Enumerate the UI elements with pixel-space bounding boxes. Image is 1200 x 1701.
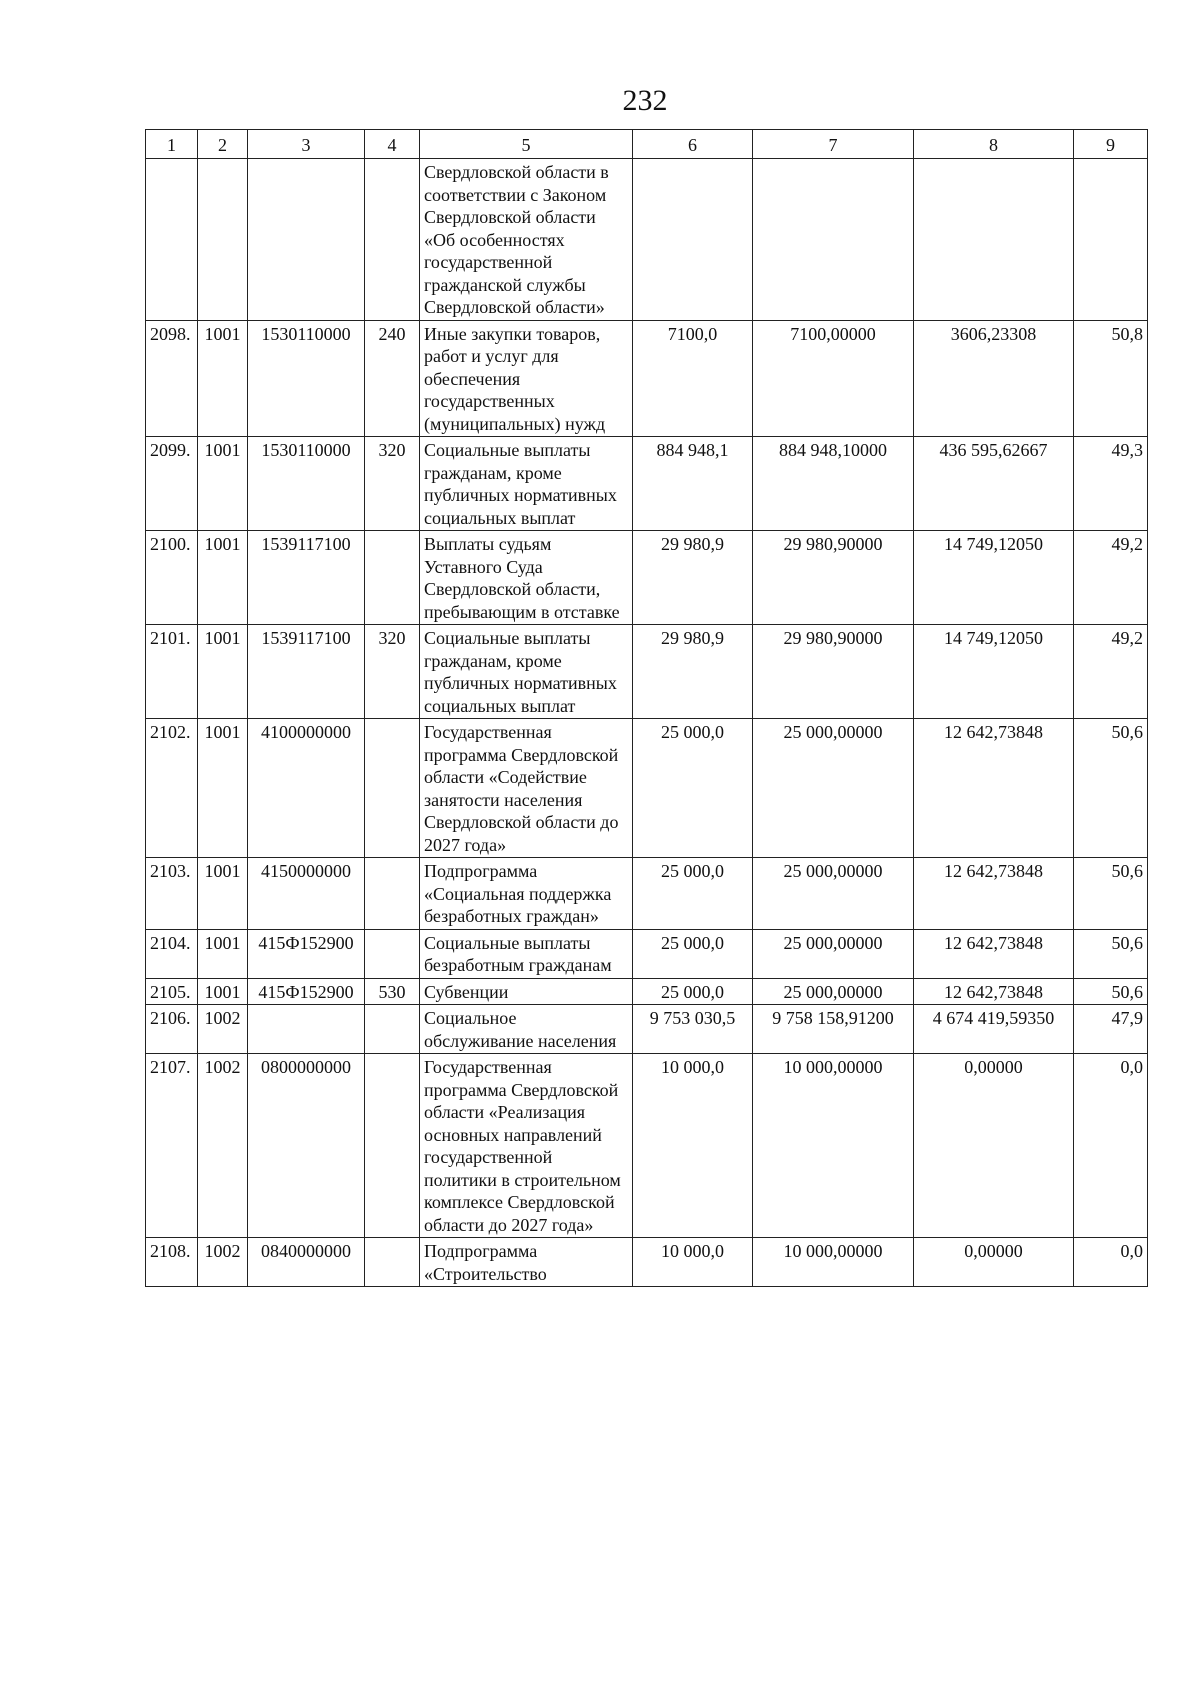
target-code: 415Ф152900	[248, 929, 365, 978]
execution-percent: 0,0	[1074, 1238, 1148, 1287]
executed-amount: 3606,23308	[914, 320, 1074, 437]
execution-percent: 0,0	[1074, 1054, 1148, 1238]
executed-amount: 12 642,73848	[914, 858, 1074, 930]
budget-table	[145, 129, 1148, 1287]
section-code: 1001	[198, 929, 248, 978]
executed-amount: 12 642,73848	[914, 719, 1074, 858]
column-header: 7	[753, 130, 914, 159]
item-name: Иные закупки товаров, работ и услуг для обеспечения государственных (муниципальных) нужд	[420, 320, 633, 437]
column-header: 9	[1074, 130, 1148, 159]
revised-amount: 9 758 158,91200	[753, 1005, 914, 1054]
expense-type	[365, 858, 420, 930]
table-row	[146, 1238, 1148, 1287]
row-number: 2103.	[146, 858, 198, 930]
section-code: 1001	[198, 625, 248, 719]
target-code: 4150000000	[248, 858, 365, 930]
item-name: Социальные выплаты гражданам, кроме публичных нормативных социальных выплат	[420, 625, 633, 719]
target-code	[248, 1005, 365, 1054]
table-row	[146, 978, 1148, 1005]
table-row	[146, 1054, 1148, 1238]
column-header: 5	[420, 130, 633, 159]
execution-percent: 49,2	[1074, 625, 1148, 719]
planned-amount: 25 000,0	[633, 719, 753, 858]
section-code: 1002	[198, 1054, 248, 1238]
item-name: Подпрограмма «Социальная поддержка безработных граждан»	[420, 858, 633, 930]
table-row	[146, 1005, 1148, 1054]
table-row	[146, 531, 1148, 625]
revised-amount: 884 948,10000	[753, 437, 914, 531]
execution-percent	[1074, 159, 1148, 321]
expense-type	[365, 719, 420, 858]
revised-amount: 25 000,00000	[753, 929, 914, 978]
target-code: 0800000000	[248, 1054, 365, 1238]
item-name: Социальные выплаты безработным гражданам	[420, 929, 633, 978]
planned-amount: 25 000,0	[633, 858, 753, 930]
execution-percent: 47,9	[1074, 1005, 1148, 1054]
table-row	[146, 929, 1148, 978]
column-header: 8	[914, 130, 1074, 159]
execution-percent: 50,8	[1074, 320, 1148, 437]
revised-amount: 25 000,00000	[753, 978, 914, 1005]
row-number: 2108.	[146, 1238, 198, 1287]
revised-amount: 10 000,00000	[753, 1054, 914, 1238]
row-number: 2106.	[146, 1005, 198, 1054]
section-code: 1002	[198, 1238, 248, 1287]
section-code: 1001	[198, 978, 248, 1005]
planned-amount: 25 000,0	[633, 929, 753, 978]
expense-type: 320	[365, 625, 420, 719]
execution-percent: 50,6	[1074, 978, 1148, 1005]
executed-amount: 14 749,12050	[914, 531, 1074, 625]
item-name: Выплаты судьям Уставного Суда Свердловской области, пребывающим в отставке	[420, 531, 633, 625]
item-name: Социальные выплаты гражданам, кроме публичных нормативных социальных выплат	[420, 437, 633, 531]
expense-type: 320	[365, 437, 420, 531]
column-header: 4	[365, 130, 420, 159]
executed-amount: 12 642,73848	[914, 929, 1074, 978]
page-number: 232	[622, 84, 668, 117]
item-name: Государственная программа Свердловской области «Реализация основных направлений государственной политики в строительном комплексе Свердловской области до 2027 года»	[420, 1054, 633, 1238]
target-code: 0840000000	[248, 1238, 365, 1287]
executed-amount: 436 595,62667	[914, 437, 1074, 531]
planned-amount: 7100,0	[633, 320, 753, 437]
row-number: 2099.	[146, 437, 198, 531]
row-number: 2101.	[146, 625, 198, 719]
column-header: 3	[248, 130, 365, 159]
row-number: 2107.	[146, 1054, 198, 1238]
revised-amount	[753, 159, 914, 321]
planned-amount: 29 980,9	[633, 531, 753, 625]
revised-amount: 10 000,00000	[753, 1238, 914, 1287]
item-name: Свердловской области в соответствии с Законом Свердловской области «Об особенностях государственной гражданской службы Свердловской области»	[420, 159, 633, 321]
revised-amount: 25 000,00000	[753, 719, 914, 858]
table-body	[146, 159, 1148, 1287]
planned-amount: 25 000,0	[633, 978, 753, 1005]
row-number: 2102.	[146, 719, 198, 858]
target-code: 1539117100	[248, 531, 365, 625]
section-code: 1001	[198, 531, 248, 625]
executed-amount: 14 749,12050	[914, 625, 1074, 719]
expense-type: 240	[365, 320, 420, 437]
planned-amount: 10 000,0	[633, 1054, 753, 1238]
column-header: 1	[146, 130, 198, 159]
row-number: 2098.	[146, 320, 198, 437]
expense-type	[365, 1238, 420, 1287]
item-name: Подпрограмма «Строительство	[420, 1238, 633, 1287]
table-row	[146, 858, 1148, 930]
executed-amount: 0,00000	[914, 1238, 1074, 1287]
planned-amount: 29 980,9	[633, 625, 753, 719]
expense-type: 530	[365, 978, 420, 1005]
executed-amount: 4 674 419,59350	[914, 1005, 1074, 1054]
executed-amount	[914, 159, 1074, 321]
section-code: 1001	[198, 858, 248, 930]
section-code: 1001	[198, 437, 248, 531]
execution-percent: 49,2	[1074, 531, 1148, 625]
table-row	[146, 437, 1148, 531]
expense-type	[365, 1054, 420, 1238]
item-name: Социальное обслуживание населения	[420, 1005, 633, 1054]
planned-amount: 884 948,1	[633, 437, 753, 531]
row-number: 2105.	[146, 978, 198, 1005]
section-code: 1001	[198, 719, 248, 858]
target-code: 415Ф152900	[248, 978, 365, 1005]
expense-type	[365, 1005, 420, 1054]
section-code: 1001	[198, 320, 248, 437]
execution-percent: 50,6	[1074, 719, 1148, 858]
row-number: 2104.	[146, 929, 198, 978]
table-row	[146, 320, 1148, 437]
section-code	[198, 159, 248, 321]
target-code: 1530110000	[248, 437, 365, 531]
expense-type	[365, 929, 420, 978]
planned-amount	[633, 159, 753, 321]
row-number: 2100.	[146, 531, 198, 625]
target-code	[248, 159, 365, 321]
target-code: 4100000000	[248, 719, 365, 858]
expense-type	[365, 159, 420, 321]
executed-amount: 0,00000	[914, 1054, 1074, 1238]
revised-amount: 29 980,90000	[753, 531, 914, 625]
execution-percent: 49,3	[1074, 437, 1148, 531]
column-header: 6	[633, 130, 753, 159]
table-row	[146, 625, 1148, 719]
item-name: Государственная программа Свердловской области «Содействие занятости населения Свердловской области до 2027 года»	[420, 719, 633, 858]
expense-type	[365, 531, 420, 625]
target-code: 1539117100	[248, 625, 365, 719]
item-name: Субвенции	[420, 978, 633, 1005]
table-row	[146, 159, 1148, 321]
target-code: 1530110000	[248, 320, 365, 437]
planned-amount: 10 000,0	[633, 1238, 753, 1287]
column-header: 2	[198, 130, 248, 159]
table-row	[146, 719, 1148, 858]
header-row	[146, 130, 1148, 159]
execution-percent: 50,6	[1074, 929, 1148, 978]
planned-amount: 9 753 030,5	[633, 1005, 753, 1054]
revised-amount: 29 980,90000	[753, 625, 914, 719]
row-number	[146, 159, 198, 321]
revised-amount: 25 000,00000	[753, 858, 914, 930]
execution-percent: 50,6	[1074, 858, 1148, 930]
section-code: 1002	[198, 1005, 248, 1054]
revised-amount: 7100,00000	[753, 320, 914, 437]
executed-amount: 12 642,73848	[914, 978, 1074, 1005]
